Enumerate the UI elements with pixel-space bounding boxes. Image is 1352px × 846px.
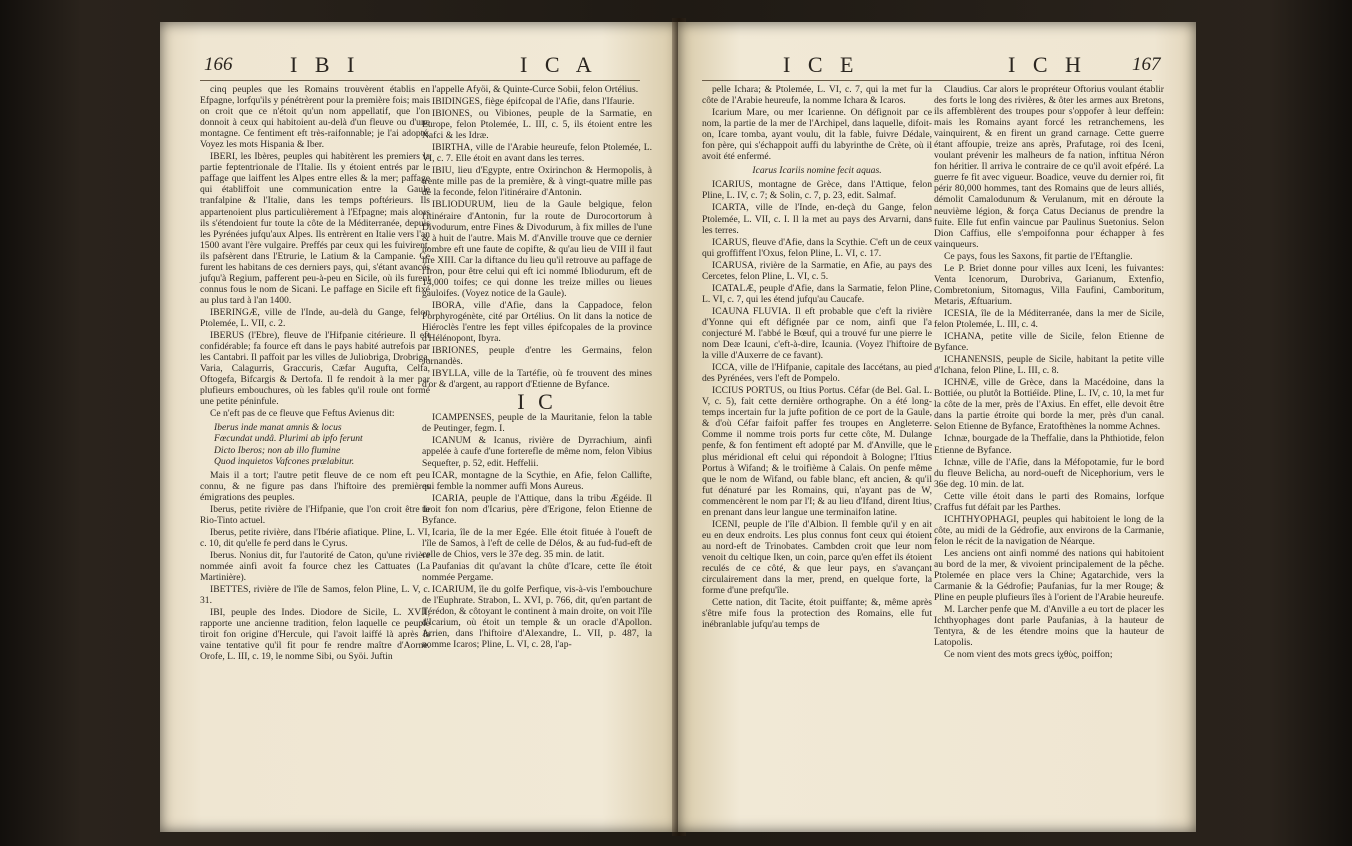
- running-header-left: I B I: [290, 52, 361, 77]
- paragraph: IBLIODURUM, lieu de la Gaule belgique, felon l'itinéraire d'Antonin, fur la route de Durocortorum à Divodurum, entre Fines & Divodurum, à fix milles de l'une & à huit de l'autre. Mais M. d'Anville trouve que ce dernier nombre eft une faute de copifte, & qu'au lieu de VIII il faut lire XIII. Car la diftance du lieu qu'il retrouve au paffage de l'Iron, pour être celui qui eft ici nommé Ibliodurum, eft de 14,000 toifes; ce qui donne les treize milles ou lieues gauloifes. (Voyez notice de la Gaule).: [422, 199, 652, 299]
- paragraph: IBETTES, rivière de l'île de Samos, felon Pline, L. V, c. 31.: [200, 584, 430, 607]
- paragraph: IBIRTHA, ville de l'Arabie heureufe, felon Ptolemée, L. VI, c. 7. Elle étoit en avant dans les terres.: [422, 142, 652, 165]
- paragraph: Cette nation, dit Tacite, étoit puiffante; &, même après s'être mife fous la protection des Romains, elle fut inébranlable jufqu'au temps de: [702, 597, 932, 631]
- paragraph: Iberus, petite rivière de l'Hifpanie, que l'on croit être le Rio-Tinto actuel.: [200, 503, 430, 526]
- left-page: [160, 22, 680, 832]
- verse-line: Dicto Iberos; non ab illo flumine: [214, 444, 341, 456]
- right-column-1: [702, 84, 932, 631]
- left-column-1: [200, 84, 430, 663]
- paragraph: ICARIA, peuple de l'Attique, dans la tribu Ægéide. Il tiroit fon nom d'Icarius, père d'Erigone, felon Etienne de Byfance.: [422, 492, 652, 526]
- paragraph: Icarium Mare, ou mer Icarienne. On défignoit par ce nom, la partie de la mer de l'Archipel, dans laquelle, difoit-on, Icare tomba, ayant voulu, dit la fable, fuivre Dédale, fon père, qui s'échappoit auffi du labyrinthe de Crète, où il avoit été enfermé.: [702, 107, 932, 163]
- paragraph: ICCA, ville de l'Hifpanie, capitale des Iaccétans, au pied des Pyrénées, vers l'eft de Pompelo.: [702, 362, 932, 385]
- paragraph: IBIDINGES, fiège épifcopal de l'Afie, dans l'Ifaurie.: [432, 96, 635, 108]
- verse-line: Fœcundat undâ. Plurimi ab ipfo ferunt: [214, 433, 363, 445]
- right-page: [678, 22, 1196, 832]
- paragraph: ICAUNA FLUVIA. Il eft probable que c'eft la rivière d'Yonne qui eft défignée par ce nom, ainfi que l'a conjecturé M. l'abbé le Bœuf, qui a trouvé fur une pierre le nom Deæ Icauni, c'eft-à-dire, Icaunia. (Voyez l'hiftoire de la ville d'Auxerre de ce favant).: [702, 305, 932, 362]
- paragraph: cinq peuples que les Romains trouvèrent établis en Efpagne, lorfqu'ils y pénétrèrent pour la première fois; mais on croit que ce n'étoit qu'un nom appellatif, que l'on donnoit à ceux qui habitoient au-delà d'un fleuve ou d'une montagne. Ce fentiment eft très-raifonnable; je l'ai adopté. Voyez les mots Hispania & Iber.: [200, 84, 430, 151]
- paragraph: ICARUS, fleuve d'Afie, dans la Scythie. C'eft un de ceux qui groffiffent l'Oxus, felon Pline, L. VI, c. 17.: [702, 236, 932, 259]
- paragraph: Claudius. Car alors le propréteur Oftorius voulant établir des forts le long des rivières, & ôter les armes aux Bretons, ils affemblèrent des troupes pour s'oppofer à leur deffein: mais les Romains ayant forcé les retranchemens, les vainquirent, & en firent un grand carnage. Cette guerre étant affoupie, treize ans après, Prafutage, roi des Iceni, voulant prévenir les malheurs de fa nation, inftitua Néron fon héritier. Il arriva le contraire de ce qu'il avoit efpéré. La guerre fe fit avec vigueur. Boadice, veuve du dernier roi, fit périr 80,000 hommes, tant des Romains que de leurs alliés, démolit Camalodunum & Verulanum, mit en déroute la neuvième légion, & força Catus Decianus de prendre la fuite. Elle fut enfin vaincue par Paulinus Suetonius. Selon Dion Caffius, elle s'empoifonna pour échapper à fes vainqueurs.: [934, 84, 1164, 250]
- paragraph: IBERI, les Ibères, peuples qui habitèrent les premiers la partie feptentrionale de l'Italie. Ils y étoient entrés par le paffage que laiffent les Alpes entre elles & la mer; paffage qui établiffoit une communication entre la Gaule tranfalpine & l'Italie, dans les temps poftérieurs. Ils appartenoient plus particulièrement à l'Efpagne; mais alors ils s'étendoient fur toute la côte de la Méditerranée, depuis les Pyrénées jufqu'aux Alpes. Ils entrèrent en Italie vers l'an 1500 avant l'ère vulgaire. Preffés par ceux qui les fuivirent, ils pafsèrent dans l'Etrurie, le Latium & la Campanie. Ce furent les habitans de ces derniers pays, qui, s'étant avancés jufqu'à Regium, pafferent peu-à-peu en Sicile, où ils furent connus fous le nom de Sicani. Le paffage en Sicile eft fixé au plus tard à l'an 1400.: [200, 151, 430, 306]
- paragraph: IBI, peuple des Indes. Diodore de Sicile, L. XVII, rapporte une ancienne tradition, felon laquelle ce peuple tiroit fon origine d'Hercule, qui l'avoit laiffé là après la vaine tentative qu'il fit pour fe rendre maître d'Aorne. Orofe, L. III, c. 19, le nomme Sibi, ou Syöi. Juftin: [200, 607, 430, 663]
- paragraph: IBORA, ville d'Afie, dans la Cappadoce, felon Porphyrogénète, cité par Ortélius. On lit dans la notice de Hiéroclès l'entre les fept villes épifcopales de la province d'Hélénopont, Ibyra.: [422, 299, 652, 345]
- paragraph: Iberus, petite rivière, dans l'Ibérie afiatique. Pline, L. VI, c. 10, dit qu'elle fe perd dans le Cyrus.: [200, 526, 430, 549]
- verse-line: Icarus Icariis nomine fecit aquas.: [752, 165, 882, 177]
- paragraph: Icaria, île de la mer Egée. Elle étoit fituée à l'oueft de l'île de Samos, à l'eft de celle de Délos, & au fud-fud-eft de celle de Chios, vers le 37e deg. 35 min. de latit.: [422, 526, 652, 560]
- paragraph: Ichnæ, ville de l'Afie, dans la Méfopotamie, fur le bord du fleuve Belicha, au nord-oueft de Nicephorium, vers le 36e deg. 10 min. de lat.: [934, 456, 1164, 490]
- page-number-right: 167: [1132, 54, 1161, 75]
- verse-line: Quod inquietos Vafcones prælabitur.: [214, 455, 355, 467]
- right-column-2: [934, 84, 1164, 661]
- paragraph: M. Larcher penfe que M. d'Anville a eu tort de placer les Ichthyophages dont parle Paufanias, à la hauteur de Tentyra, & de les étendre moins que la hauteur de Latopolis.: [934, 604, 1164, 649]
- paragraph: ICCIUS PORTUS, ou Itius Portus. Céfar (de Bel. Gal. L. V, c. 5), fait cette dernière orthographe. On a été long-temps incertain fur la jufte pofition de ce port de la Gaule, & d'où Céfar faifoit paffer fes troupes en Angleterre. Comme il nomme trois ports fur cette côte, M. Dulange penfe, & fon fentiment eft adopté par M. d'Anville, que le plus méridional eft celui qui répondoit à Bologne; l'Itius Portus à Wifand; & le troifième à Calais. On penfe même que le nom de Wifand, ou fable blanc, eft ancien, & qu'il fut dénaturé par les Romains, qui, n'ayant pas de W, commencèrent le nom par l'I; & au lieu d'Ifand, dirent Itius, en prenant dans leur langue une terminaifon latine.: [702, 385, 932, 518]
- verse-line: Iberus inde manat amnis & locus: [214, 422, 342, 434]
- paragraph: IBIU, lieu d'Egypte, entre Oxirinchon & Hermopolis, à trente mille pas de la première, & à vingt-quatre mille pas de la feconde, felon l'itinéraire d'Antonin.: [422, 165, 652, 199]
- paragraph: Le P. Briet donne pour villes aux Iceni, les fuivantes: Venta Icenorum, Durobriva, Garianum, Extenfio, Combretonium, Sitomagus, Villa Faufini, Camboritum, Metaris, Æftuarium.: [934, 262, 1164, 307]
- paragraph: Ce pays, fous les Saxons, fit partie de l'Eftanglie.: [944, 250, 1133, 262]
- paragraph: Cette ville étoit dans le parti des Romains, lorfque Craffus fut défait par les Parthes.: [934, 490, 1164, 513]
- verse-quote: [200, 422, 430, 466]
- paragraph: ICAR, montagne de la Scythie, en Afie, felon Callifte, qui femble la nommer auffi Mons Aureus.: [422, 469, 652, 492]
- paragraph: Paufanias dit qu'avant la chûte d'Icare, cette île étoit nommée Pergame.: [422, 560, 652, 583]
- paragraph: Iberus. Nonius dit, fur l'autorité de Caton, qu'une rivière nommée ainfi avoit fa fource chez les Cattuates (La Martinière).: [200, 549, 430, 584]
- paragraph: ICESIA, île de la Méditerranée, dans la mer de Sicile, felon Ptolemée, L. III, c. 4.: [934, 307, 1164, 330]
- paragraph: IBYLLA, ville de la Tartéfie, où fe trouvent des mines d'or & d'argent, au rapport d'Etienne de Byfance.: [422, 368, 652, 391]
- paragraph: ICHANENSIS, peuple de Sicile, habitant la petite ville d'Ichana, felon Pline, L. III, c. 8.: [934, 354, 1164, 377]
- running-header-right-1: I C E: [783, 52, 860, 77]
- paragraph: IBERINGÆ, ville de l'Inde, au-delà du Gange, felon Ptolemée, L. VII, c. 2.: [200, 306, 430, 329]
- paragraph: IBERUS (l'Ebre), fleuve de l'Hifpanie citérieure. Il eft confidérable; fa fource eft dans le pays habité autrefois par les Cantabri. Il paffoit par les villes de Juliobriga, Drobriga, Varia, Calagurris, Graccuris, Cæfar Augufta, Celfa, Oftogefa, Bifcargis & Dertofa. Il fe rendoit à la mer par plufieurs embouchures, où les fables qu'il roule ont formé une petite péninfule.: [200, 330, 430, 408]
- paragraph: Mais il a tort; l'autre petit fleuve de ce nom eft peu connu, & ne figure pas dans l'hiftoire des premières émigrations des peuples.: [200, 469, 430, 503]
- paragraph: ICATALÆ, peuple d'Afie, dans la Sarmatie, felon Pline, L. VI, c. 7, qui les étend jufqu'au Caucafe.: [702, 282, 932, 305]
- paragraph: ICARIUS, montagne de Grèce, dans l'Attique, felon Pline, L. IV, c. 7; & Solin, c. 7, p. 23, edit. Salmaf.: [702, 179, 932, 202]
- paragraph: ICARIUM, île du golfe Perfique, vis-à-vis l'embouchure de l'Euphrate. Strabon, L. XVI, p. 766, dit, qu'en partant de Térédon, & côtoyant le continent à main droite, on voit l'île d'Icarium, où étoit un temple & un oracle d'Apollon. Arrien, dans l'hiftoire d'Alexandre, L. VII, p. 487, la nomme Icaros; Pline, L. VI, c. 28, l'ap-: [422, 584, 652, 651]
- page-number-left: 166: [204, 54, 233, 75]
- left-column-2: [422, 84, 652, 651]
- section-heading: I C: [517, 389, 557, 415]
- paragraph: ICANUM & Icanus, rivière de Dyrrachium, ainfi appelée à caufe d'une forterefle de même nom, felon Vibius Sequefter, p. 52, edit. Heffelii.: [422, 435, 652, 469]
- paragraph: ICHNÆ, ville de Grèce, dans la Macédoine, dans la Bottiée, ou plutôt la Bottiéïde. Pline, L. IV, c. 10, la met fur la côte de la mer, près de l'Axius. En effet, elle devoit être dans la partie étroite qui borde la mer, près d'un canal. Selon Etienne de Byfance, Eratofthènes la nomme Achnes.: [934, 377, 1164, 433]
- header-rule: [702, 80, 1152, 81]
- running-header-left-2: I C A: [520, 52, 598, 77]
- paragraph: IBIONES, ou Vibiones, peuple de la Sarmatie, en Europe, felon Ptolemée, L. III, c. 5, ils étoient entre les Nafci & les Idræ.: [422, 108, 652, 142]
- paragraph: ICHTHYOPHAGI, peuples qui habitoient le long de la côte, au midi de la Gédrofie, aux environs de la Carmanie, felon le récit de la navigation de Néarque.: [934, 513, 1164, 547]
- paragraph: ICARUSA, rivière de la Sarmatie, en Afie, au pays des Cercetes, felon Pline, L. VI, c. 5.: [702, 259, 932, 282]
- paragraph: Ce nom vient des mots grecs ἰχθὺς, poiffon;: [944, 649, 1113, 661]
- paragraph: ICARTA, ville de l'Inde, en-deçà du Gange, felon Ptolemée, L. VII, c. I. Il la met au pays des Arvarni, dans les terres.: [702, 202, 932, 236]
- paragraph: Les anciens ont ainfi nommé des nations qui habitoient au bord de la mer, & vivoient principalement de la pêche. Ptolemée en place vers la Chine; Agatarchide, vers la Carmanie & la Gédrofie; Paufanias, fur la mer Rouge; & Pline en peuple plufieurs îles à l'orient de l'Arabie heureufe.: [934, 547, 1164, 604]
- paragraph: ICENI, peuple de l'île d'Albion. Il femble qu'il y en ait eu en deux endroits. Les plus connus font ceux qui étoient au nord-eft de Trinobates. Cambden croit que leur nom venoit du celtique Iken, un coin, parce qu'en effet ils étoient reculés de ce côté, & que leur pays, en s'avançant circulairement dans la mer, prend, en quelque forte, la forme d'une prefqu'île.: [702, 518, 932, 597]
- paragraph: ICAMPENSES, peuple de la Mauritanie, felon la table de Peutinger, fegm. I.: [422, 412, 652, 435]
- paragraph: pelle Ichara; & Ptolemée, L. VI, c. 7, qui la met fur la côte de l'Arabie heureufe, la nomme Ichara & Icaros.: [702, 84, 932, 107]
- header-rule: [200, 80, 640, 81]
- paragraph: Ichnæ, bourgade de la Theffalie, dans la Phthiotide, felon Etienne de Byfance.: [934, 433, 1164, 456]
- paragraph: IBRIONES, peuple d'entre les Germains, felon Jornandès.: [422, 345, 652, 368]
- paragraph: Ce n'eft pas de ce fleuve que Feftus Avienus dit:: [210, 408, 395, 420]
- paragraph: ICHANA, petite ville de Sicile, felon Etienne de Byfance.: [934, 331, 1164, 354]
- running-header-right: I C H: [1008, 52, 1087, 77]
- paragraph: l'appelle Afyöi, & Quinte-Curce Sobii, felon Ortélius.: [432, 84, 639, 95]
